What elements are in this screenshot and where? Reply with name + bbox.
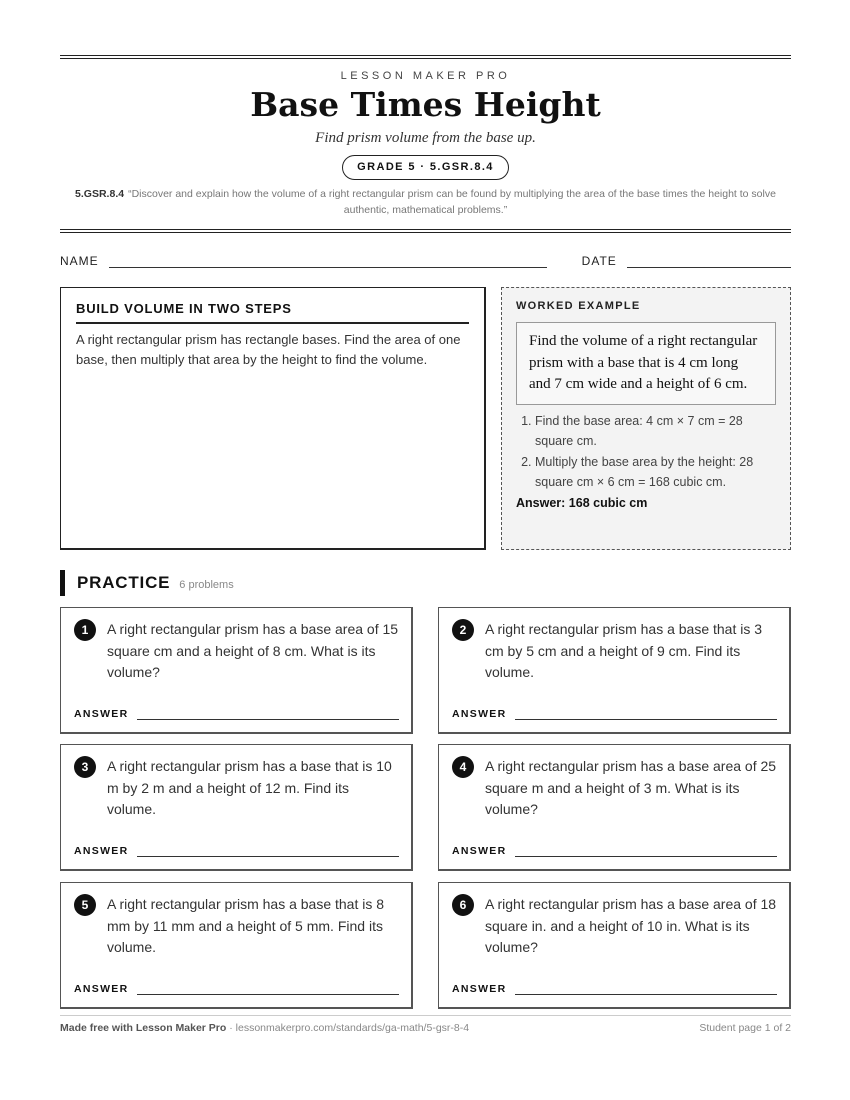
header-bottom-rule <box>60 229 791 233</box>
build-volume-box <box>60 287 486 550</box>
answer-row <box>452 708 777 720</box>
answer-row <box>74 983 399 995</box>
problem-card <box>438 607 791 734</box>
problem-number: 5 <box>74 894 96 916</box>
answer-row <box>452 845 777 857</box>
problem-text: A right rectangular prism has a base that is 8 mm by 11 mm and a height of 5 mm. Find its volume. <box>107 896 385 955</box>
problem-card <box>438 744 791 871</box>
worked-steps <box>516 411 776 492</box>
answer-label: ANSWER <box>74 708 129 720</box>
name-label: NAME <box>60 254 99 268</box>
worked-step: 1. Find the base area: 4 cm × 7 cm = 28 square cm. <box>535 411 776 451</box>
answer-field[interactable] <box>137 848 399 857</box>
footer-url[interactable]: · lessonmakerpro.com/standards/ga-math/5-gsr-8-4 <box>226 1022 470 1034</box>
worked-question: Find the volume of a right rectangular prism with a base that is 4 cm long and 7 cm wide and a height of 6 cm. <box>516 322 776 405</box>
problem-card <box>60 607 413 734</box>
standard-code: 5.GSR.8.4 <box>75 188 125 200</box>
practice-title: PRACTICE <box>77 573 171 592</box>
answer-label: ANSWER <box>452 983 507 995</box>
footer-made-with: Made free with Lesson Maker Pro <box>60 1022 227 1034</box>
answer-field[interactable] <box>137 711 399 720</box>
problem-card <box>438 882 791 1009</box>
problem-text: A right rectangular prism has a base area of 15 square cm and a height of 8 cm. What is its volume? <box>107 621 399 680</box>
date-field[interactable] <box>627 256 791 268</box>
answer-row <box>74 708 399 720</box>
standard-text: “Discover and explain how the volume of a right rectangular prism can be found by multiplying the area of the base times the height to solve authentic, mathematical problems.” <box>128 188 776 216</box>
build-body: A right rectangular prism has rectangle bases. Find the area of one base, then multiply that area by the height to find the volume. <box>76 332 461 367</box>
practice-grid <box>60 607 791 1011</box>
page-title: Base Times Height <box>250 85 601 124</box>
answer-label: ANSWER <box>452 845 507 857</box>
problem-number: 4 <box>452 756 474 778</box>
worked-answer: Answer: 168 cubic cm <box>516 495 648 510</box>
date-label: DATE <box>581 254 617 268</box>
problem-text: A right rectangular prism has a base area of 25 square m and a height of 3 m. What is its volume? <box>485 758 777 817</box>
build-heading: BUILD VOLUME IN TWO STEPS <box>76 301 469 324</box>
worksheet-header <box>60 59 791 218</box>
problem-text: A right rectangular prism has a base that is 10 m by 2 m and a height of 12 m. Find its volume. <box>107 758 392 817</box>
problem-card <box>60 744 413 871</box>
answer-field[interactable] <box>137 986 399 995</box>
standard-description <box>60 186 791 218</box>
worked-step: 2. Multiply the base area by the height: 28 square cm × 6 cm = 168 cubic cm. <box>535 452 776 492</box>
answer-label: ANSWER <box>452 708 507 720</box>
answer-row <box>74 845 399 857</box>
worked-heading: WORKED EXAMPLE <box>516 300 641 312</box>
footer-credit <box>60 1022 469 1034</box>
problem-text: A right rectangular prism has a base that is 3 cm by 5 cm and a height of 9 cm. Find its volume. <box>485 621 763 680</box>
problem-number: 3 <box>74 756 96 778</box>
brand-name: LESSON MAKER PRO <box>340 70 511 82</box>
lesson-boxes <box>60 287 791 550</box>
worked-example-box <box>501 287 791 550</box>
answer-field[interactable] <box>515 986 777 995</box>
answer-field[interactable] <box>515 848 777 857</box>
answer-row <box>452 983 777 995</box>
problem-count: 6 problems <box>179 578 234 591</box>
grade-badge: GRADE 5 · 5.GSR.8.4 <box>342 155 509 180</box>
problem-card <box>60 882 413 1009</box>
problem-number: 1 <box>74 619 96 641</box>
page-footer <box>60 1015 791 1034</box>
footer-page-number: Student page 1 of 2 <box>699 1022 791 1034</box>
problem-number: 6 <box>452 894 474 916</box>
answer-label: ANSWER <box>74 983 129 995</box>
answer-field[interactable] <box>515 711 777 720</box>
name-field[interactable] <box>109 256 547 268</box>
worksheet-page <box>60 55 791 1011</box>
practice-heading <box>60 570 791 596</box>
name-date-row <box>60 250 791 268</box>
page-subtitle: Find prism volume from the base up. <box>315 130 536 146</box>
problem-number: 2 <box>452 619 474 641</box>
problem-text: A right rectangular prism has a base area of 18 square in. and a height of 10 in. What is its volume? <box>485 896 777 955</box>
answer-label: ANSWER <box>74 845 129 857</box>
